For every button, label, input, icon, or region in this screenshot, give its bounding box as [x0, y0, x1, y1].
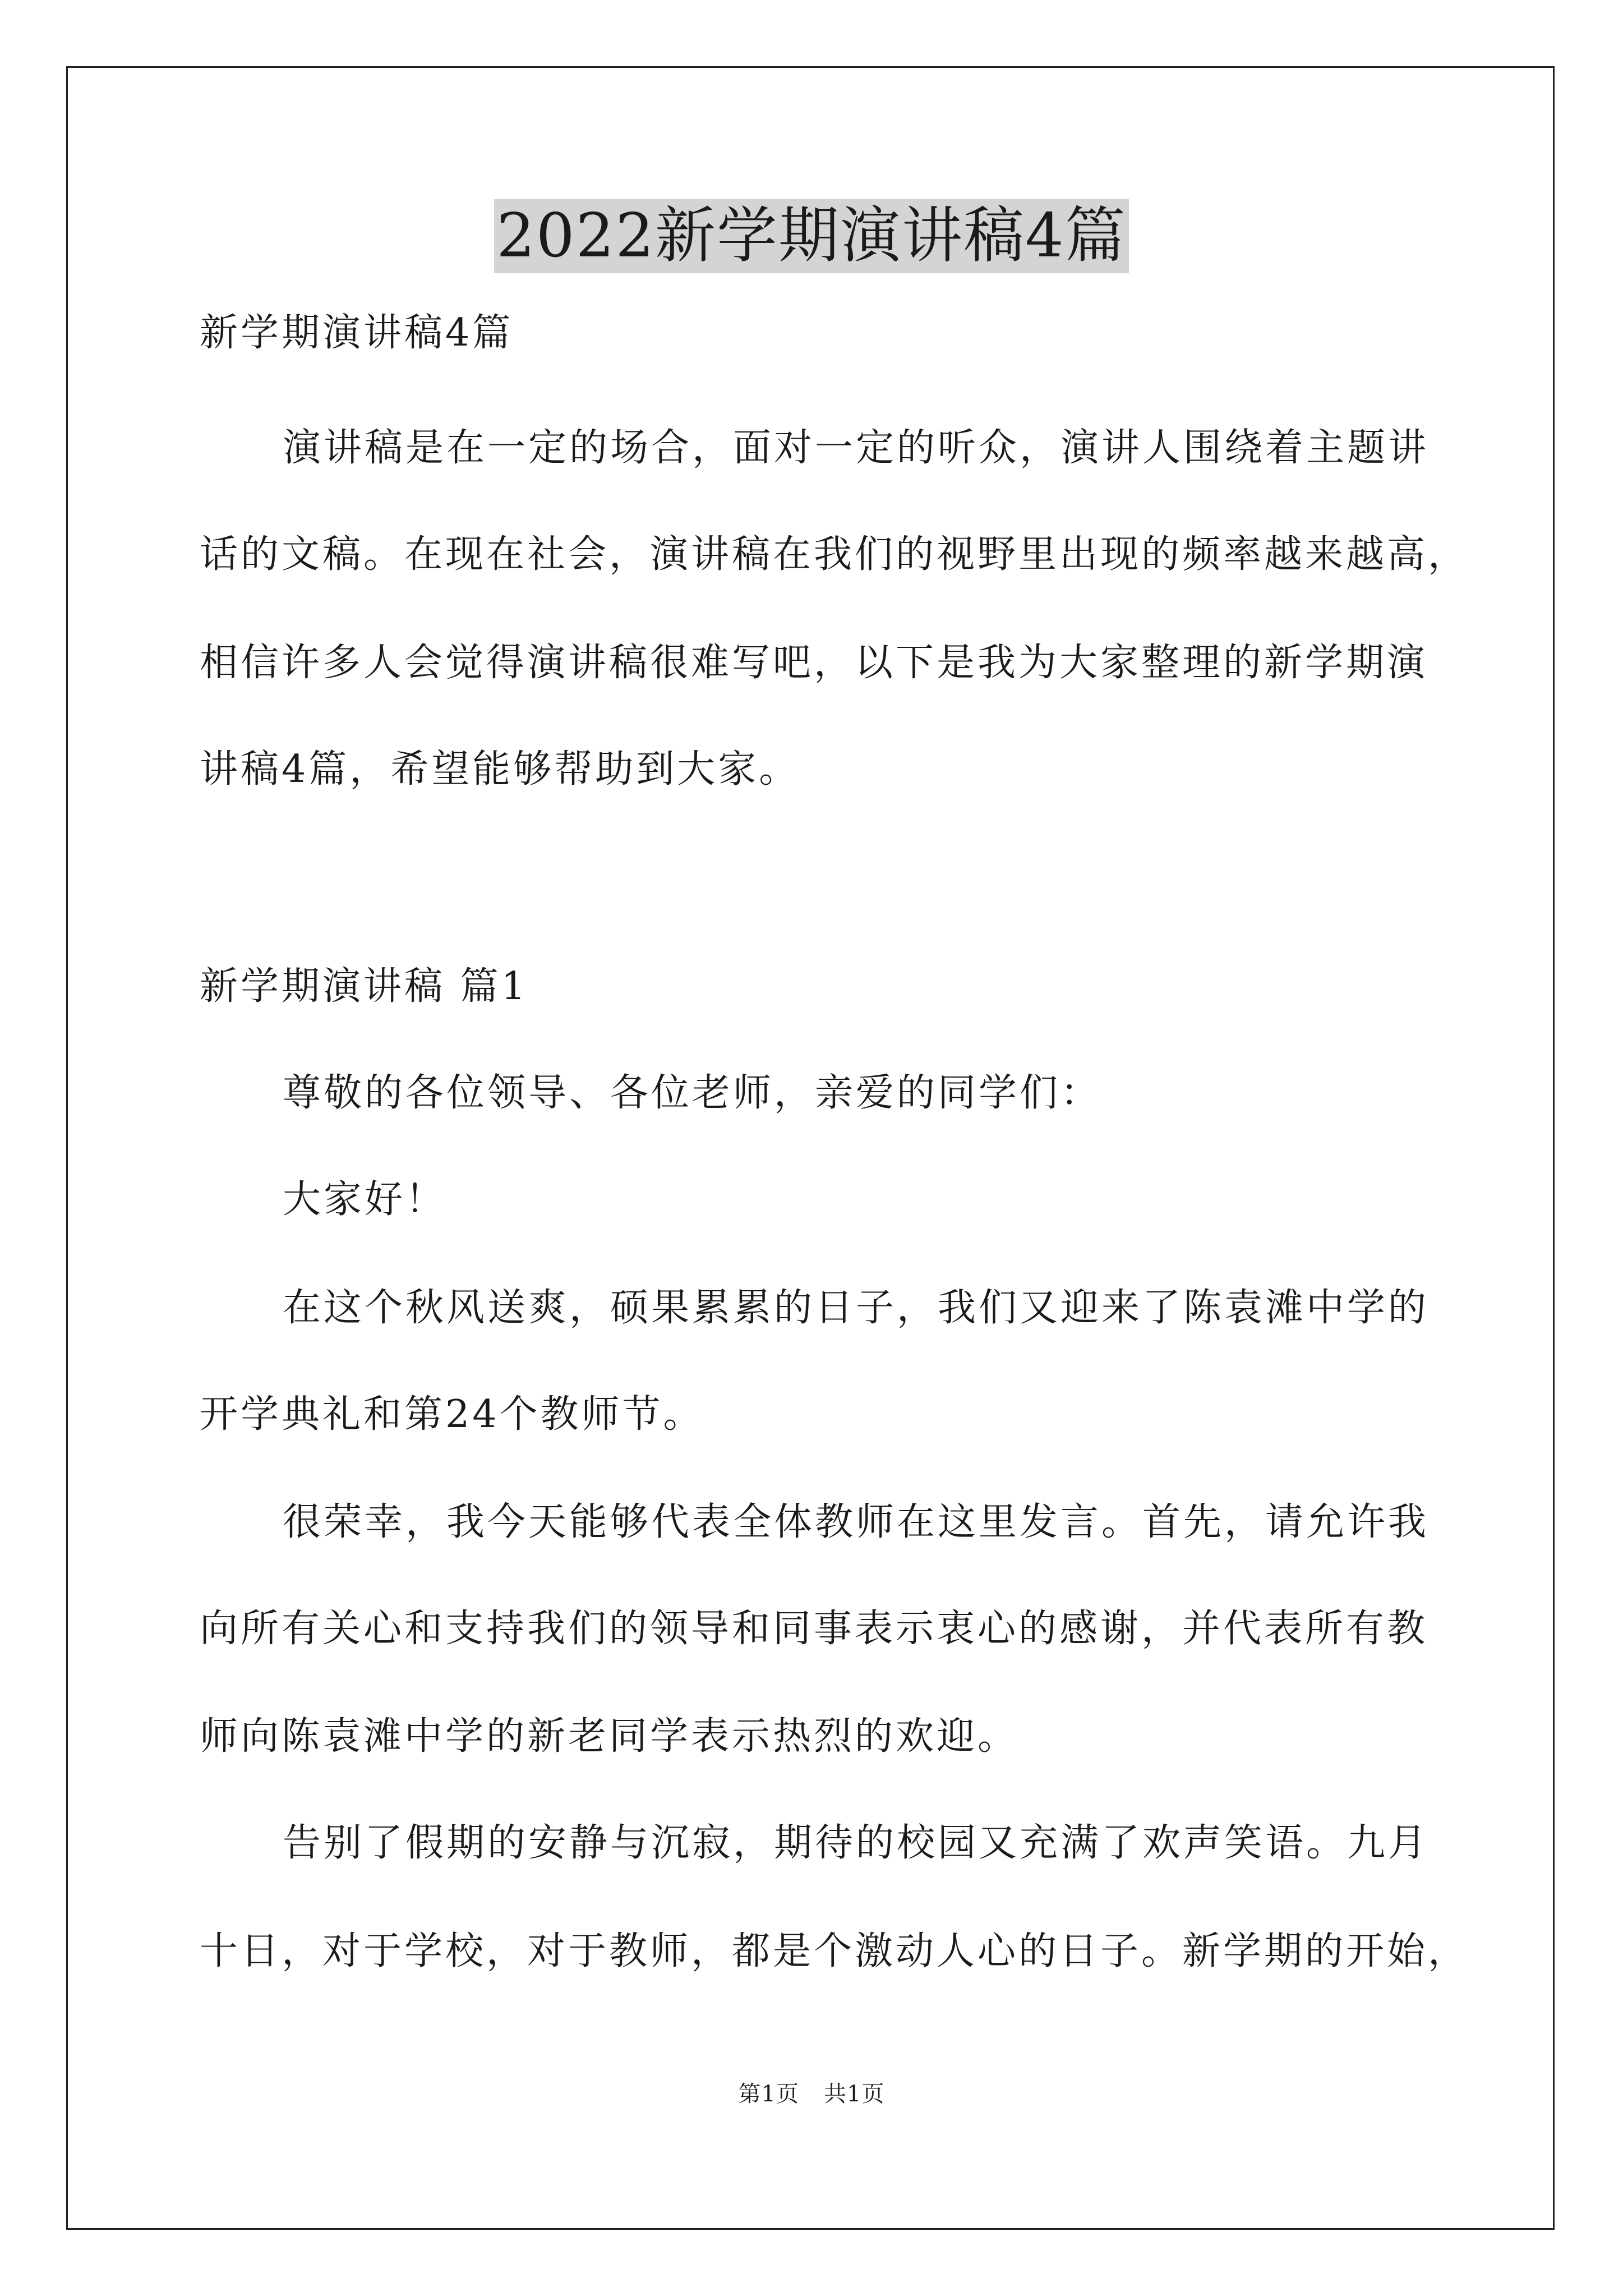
text-line: 很荣幸，我今天能够代表全体教师在这里发言。首先，请允许我 — [283, 1500, 1430, 1544]
text-line: 新学期演讲稿4篇 — [200, 311, 514, 355]
page-total: 共1页 — [824, 2081, 885, 2107]
text-line: 告别了假期的安静与沉寂，期待的校园又充满了欢声笑语。九月 — [283, 1821, 1430, 1865]
page-footer — [0, 2083, 1623, 2105]
page-number: 第1页 — [738, 2081, 799, 2107]
text-line: 讲稿4篇，希望能够帮助到大家。 — [200, 747, 800, 792]
text-line: 话的文稿。在现在社会，演讲稿在我们的视野里出现的频率越来越高， — [200, 532, 1469, 577]
text-line: 在这个秋风送爽，硕果累累的日子，我们又迎来了陈袁滩中学的 — [283, 1286, 1430, 1330]
text-line: 十日，对于学校，对于教师，都是个激动人心的日子。新学期的开始， — [200, 1929, 1469, 1973]
text-line: 演讲稿是在一定的场合，面对一定的听众，演讲人围绕着主题讲 — [283, 426, 1430, 470]
text-line: 尊敬的各位领导、各位老师，亲爱的同学们： — [283, 1071, 1102, 1115]
section-heading: 新学期演讲稿 篇1 — [200, 964, 528, 1009]
title-wrap — [0, 199, 1623, 273]
text-line: 相信许多人会觉得演讲稿很难写吧，以下是我为大家整理的新学期演 — [200, 641, 1428, 685]
document-title: 2022新学期演讲稿4篇 — [494, 199, 1129, 273]
text-line: 开学典礼和第24个教师节。 — [200, 1392, 704, 1437]
text-line: 向所有关心和支持我们的领导和同事表示衷心的感谢，并代表所有教 — [200, 1607, 1428, 1651]
page-border — [66, 66, 1555, 2230]
text-line: 大家好！ — [283, 1177, 447, 1222]
text-line: 师向陈袁滩中学的新老同学表示热烈的欢迎。 — [200, 1714, 1019, 1759]
